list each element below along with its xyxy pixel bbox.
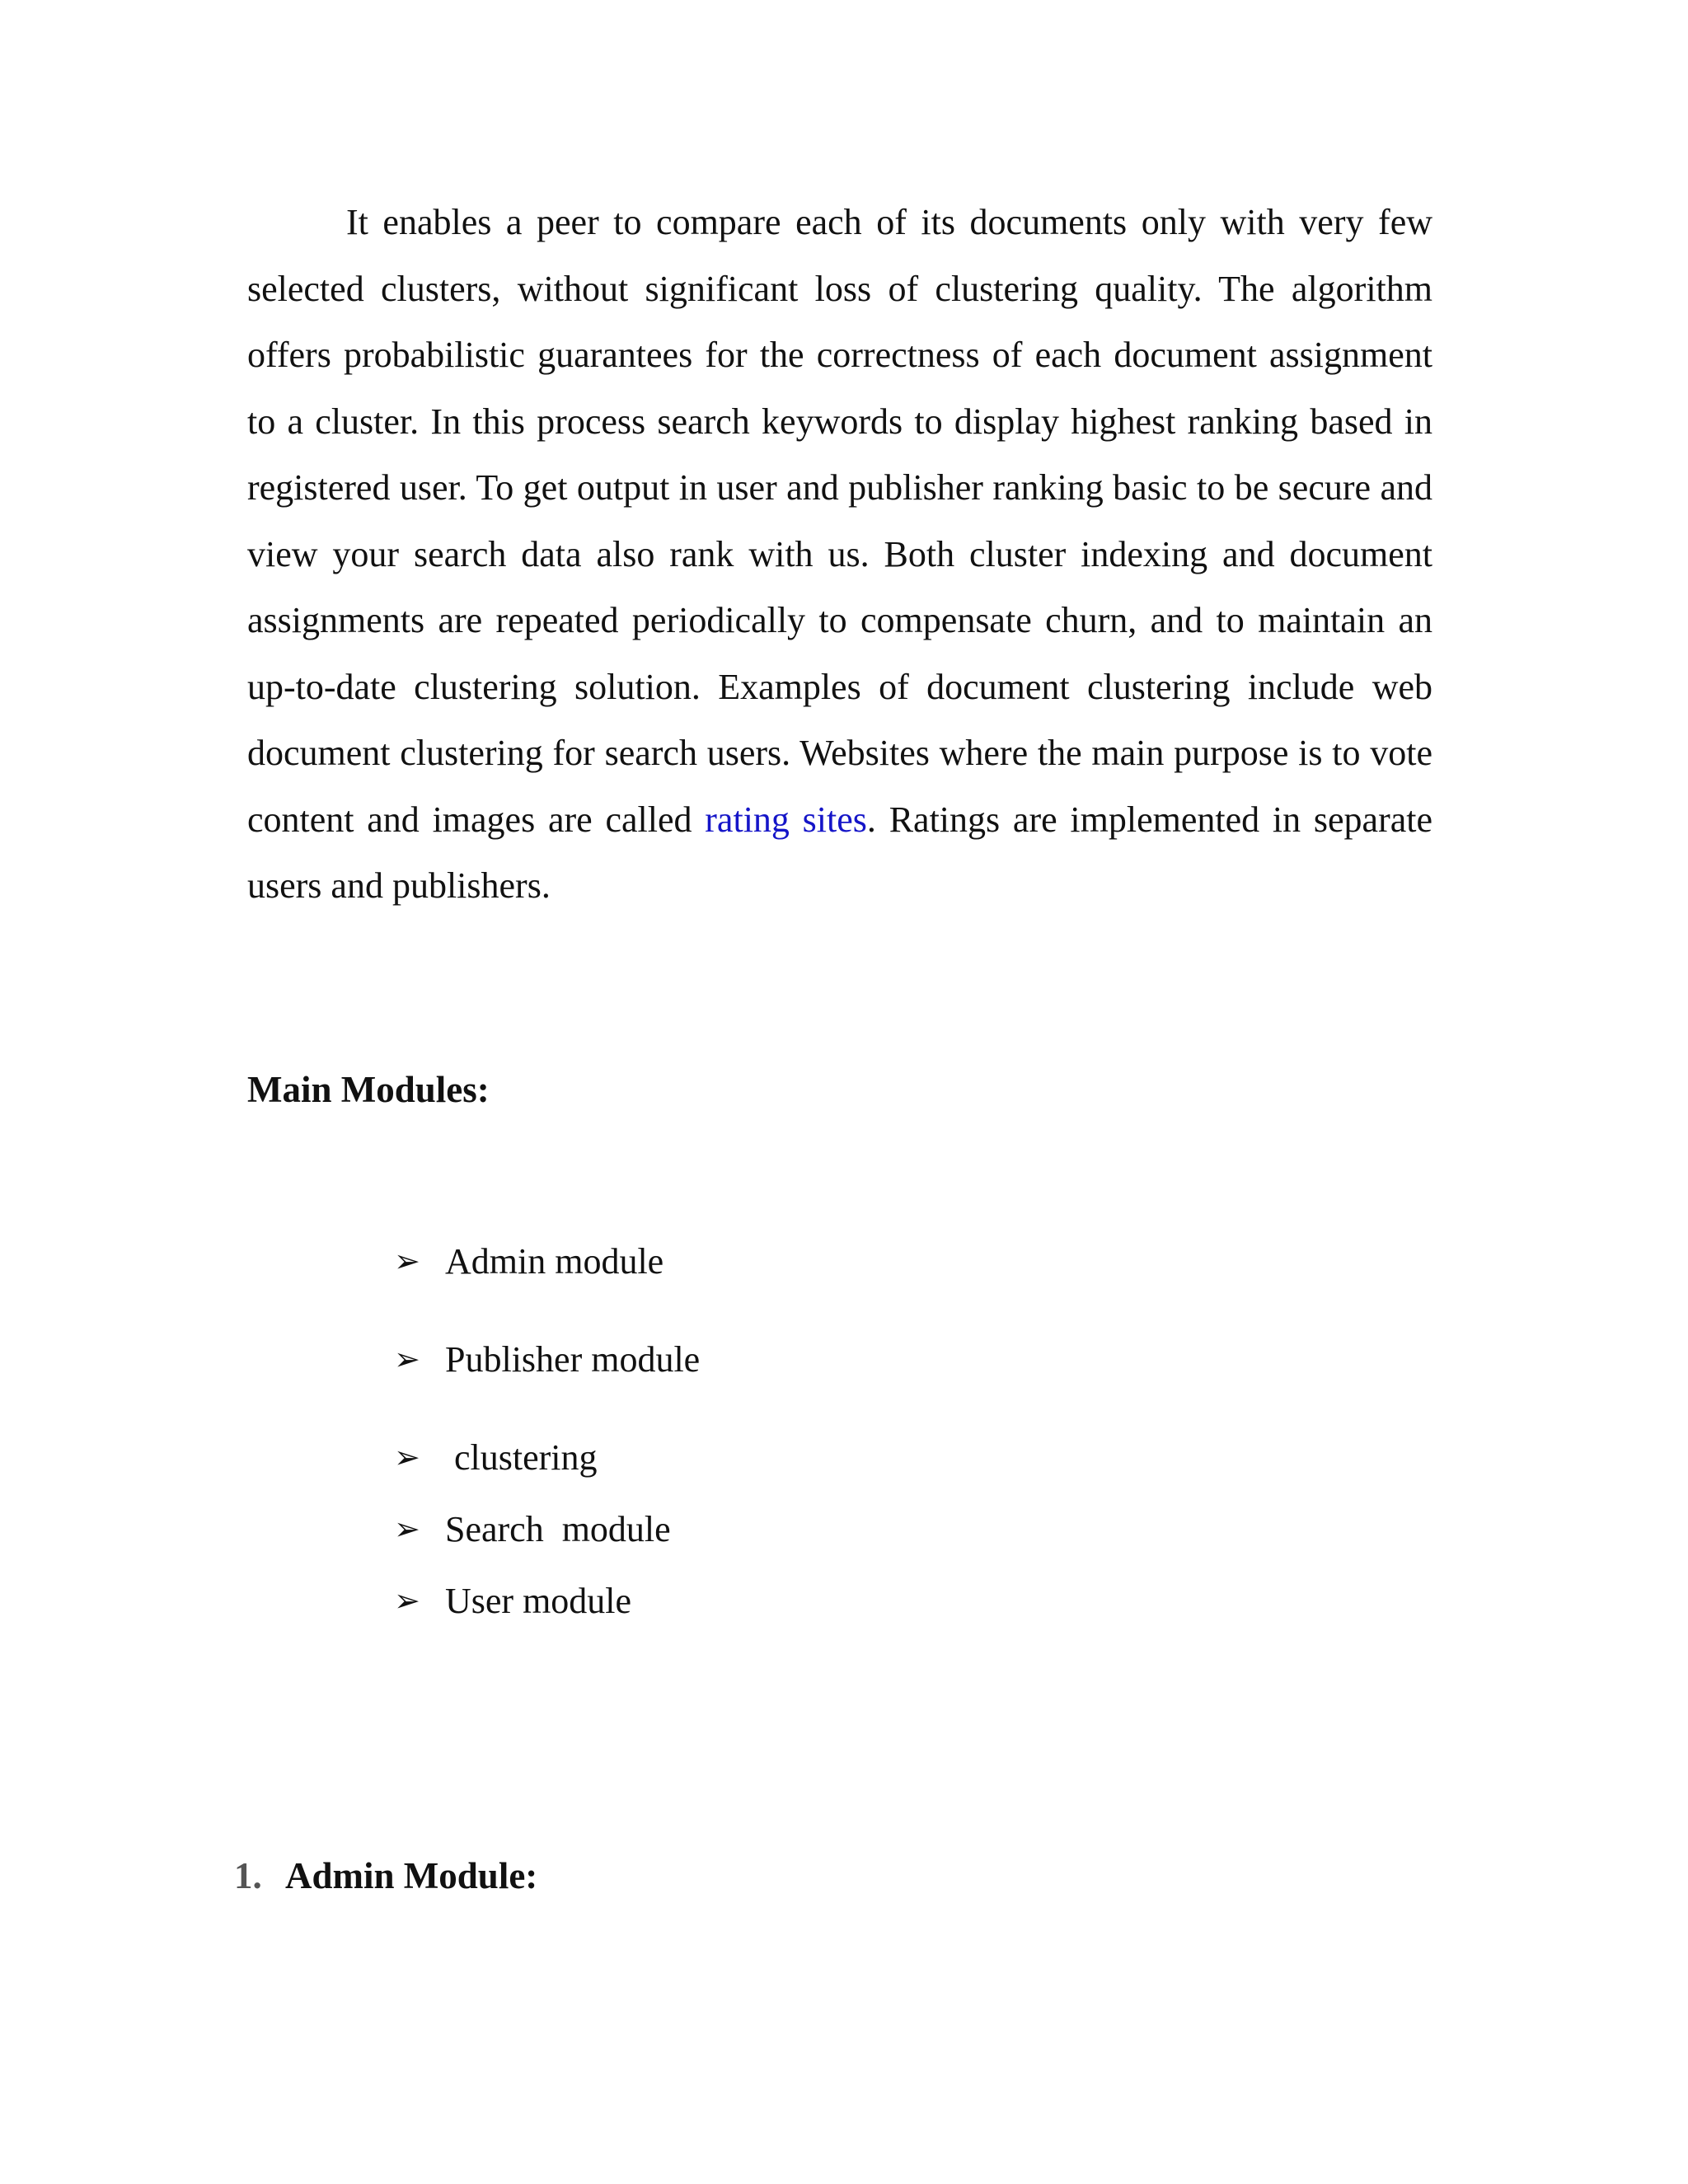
paragraph-text-after-link: . Ratings are implemented in separate users and publishers. (247, 799, 1432, 906)
list-item-search-module (394, 1504, 671, 1554)
section-number: 1. (234, 1855, 262, 1896)
list-item-label: Publisher module (445, 1339, 701, 1380)
admin-module-heading (234, 1854, 537, 1897)
arrow-bullet-icon: ➢ (394, 1439, 420, 1475)
list-item-label: Admin module (445, 1241, 664, 1282)
arrow-bullet-icon: ➢ (394, 1511, 420, 1547)
list-item-admin-module (394, 1236, 663, 1286)
list-item-clustering (394, 1432, 598, 1483)
arrow-bullet-icon: ➢ (394, 1582, 420, 1619)
arrow-bullet-icon: ➢ (394, 1341, 420, 1377)
list-item-publisher-module (394, 1334, 700, 1385)
intro-paragraph (247, 190, 1432, 920)
list-item-label: clustering (445, 1437, 598, 1478)
list-item-user-module (394, 1576, 631, 1626)
list-item-label: Search module (445, 1509, 671, 1549)
main-modules-heading: Main Modules: (247, 1069, 490, 1110)
rating-sites-link[interactable]: rating sites (705, 799, 867, 840)
section-title: Admin Module: (285, 1855, 538, 1896)
paragraph-text-before-link: It enables a peer to compare each of its documents only with very few selected clusters, without significant loss of clustering quality. The algorithm offers probabilistic guarantees for the correctness of each document assignment to a cluster. In this process search keywords to display highest ranking based in registered user. To get output in user and publisher ranking basic to be secure and view your search data also rank with us. Both cluster indexing and document assignments are repeated periodically to compensate churn, and to maintain an up-to-date clustering solution. Examples of document clustering include web document clustering for search users. Websites where the main purpose is to vote content and images are called (247, 202, 1432, 840)
list-item-label: User module (445, 1581, 632, 1621)
arrow-bullet-icon: ➢ (394, 1243, 420, 1279)
